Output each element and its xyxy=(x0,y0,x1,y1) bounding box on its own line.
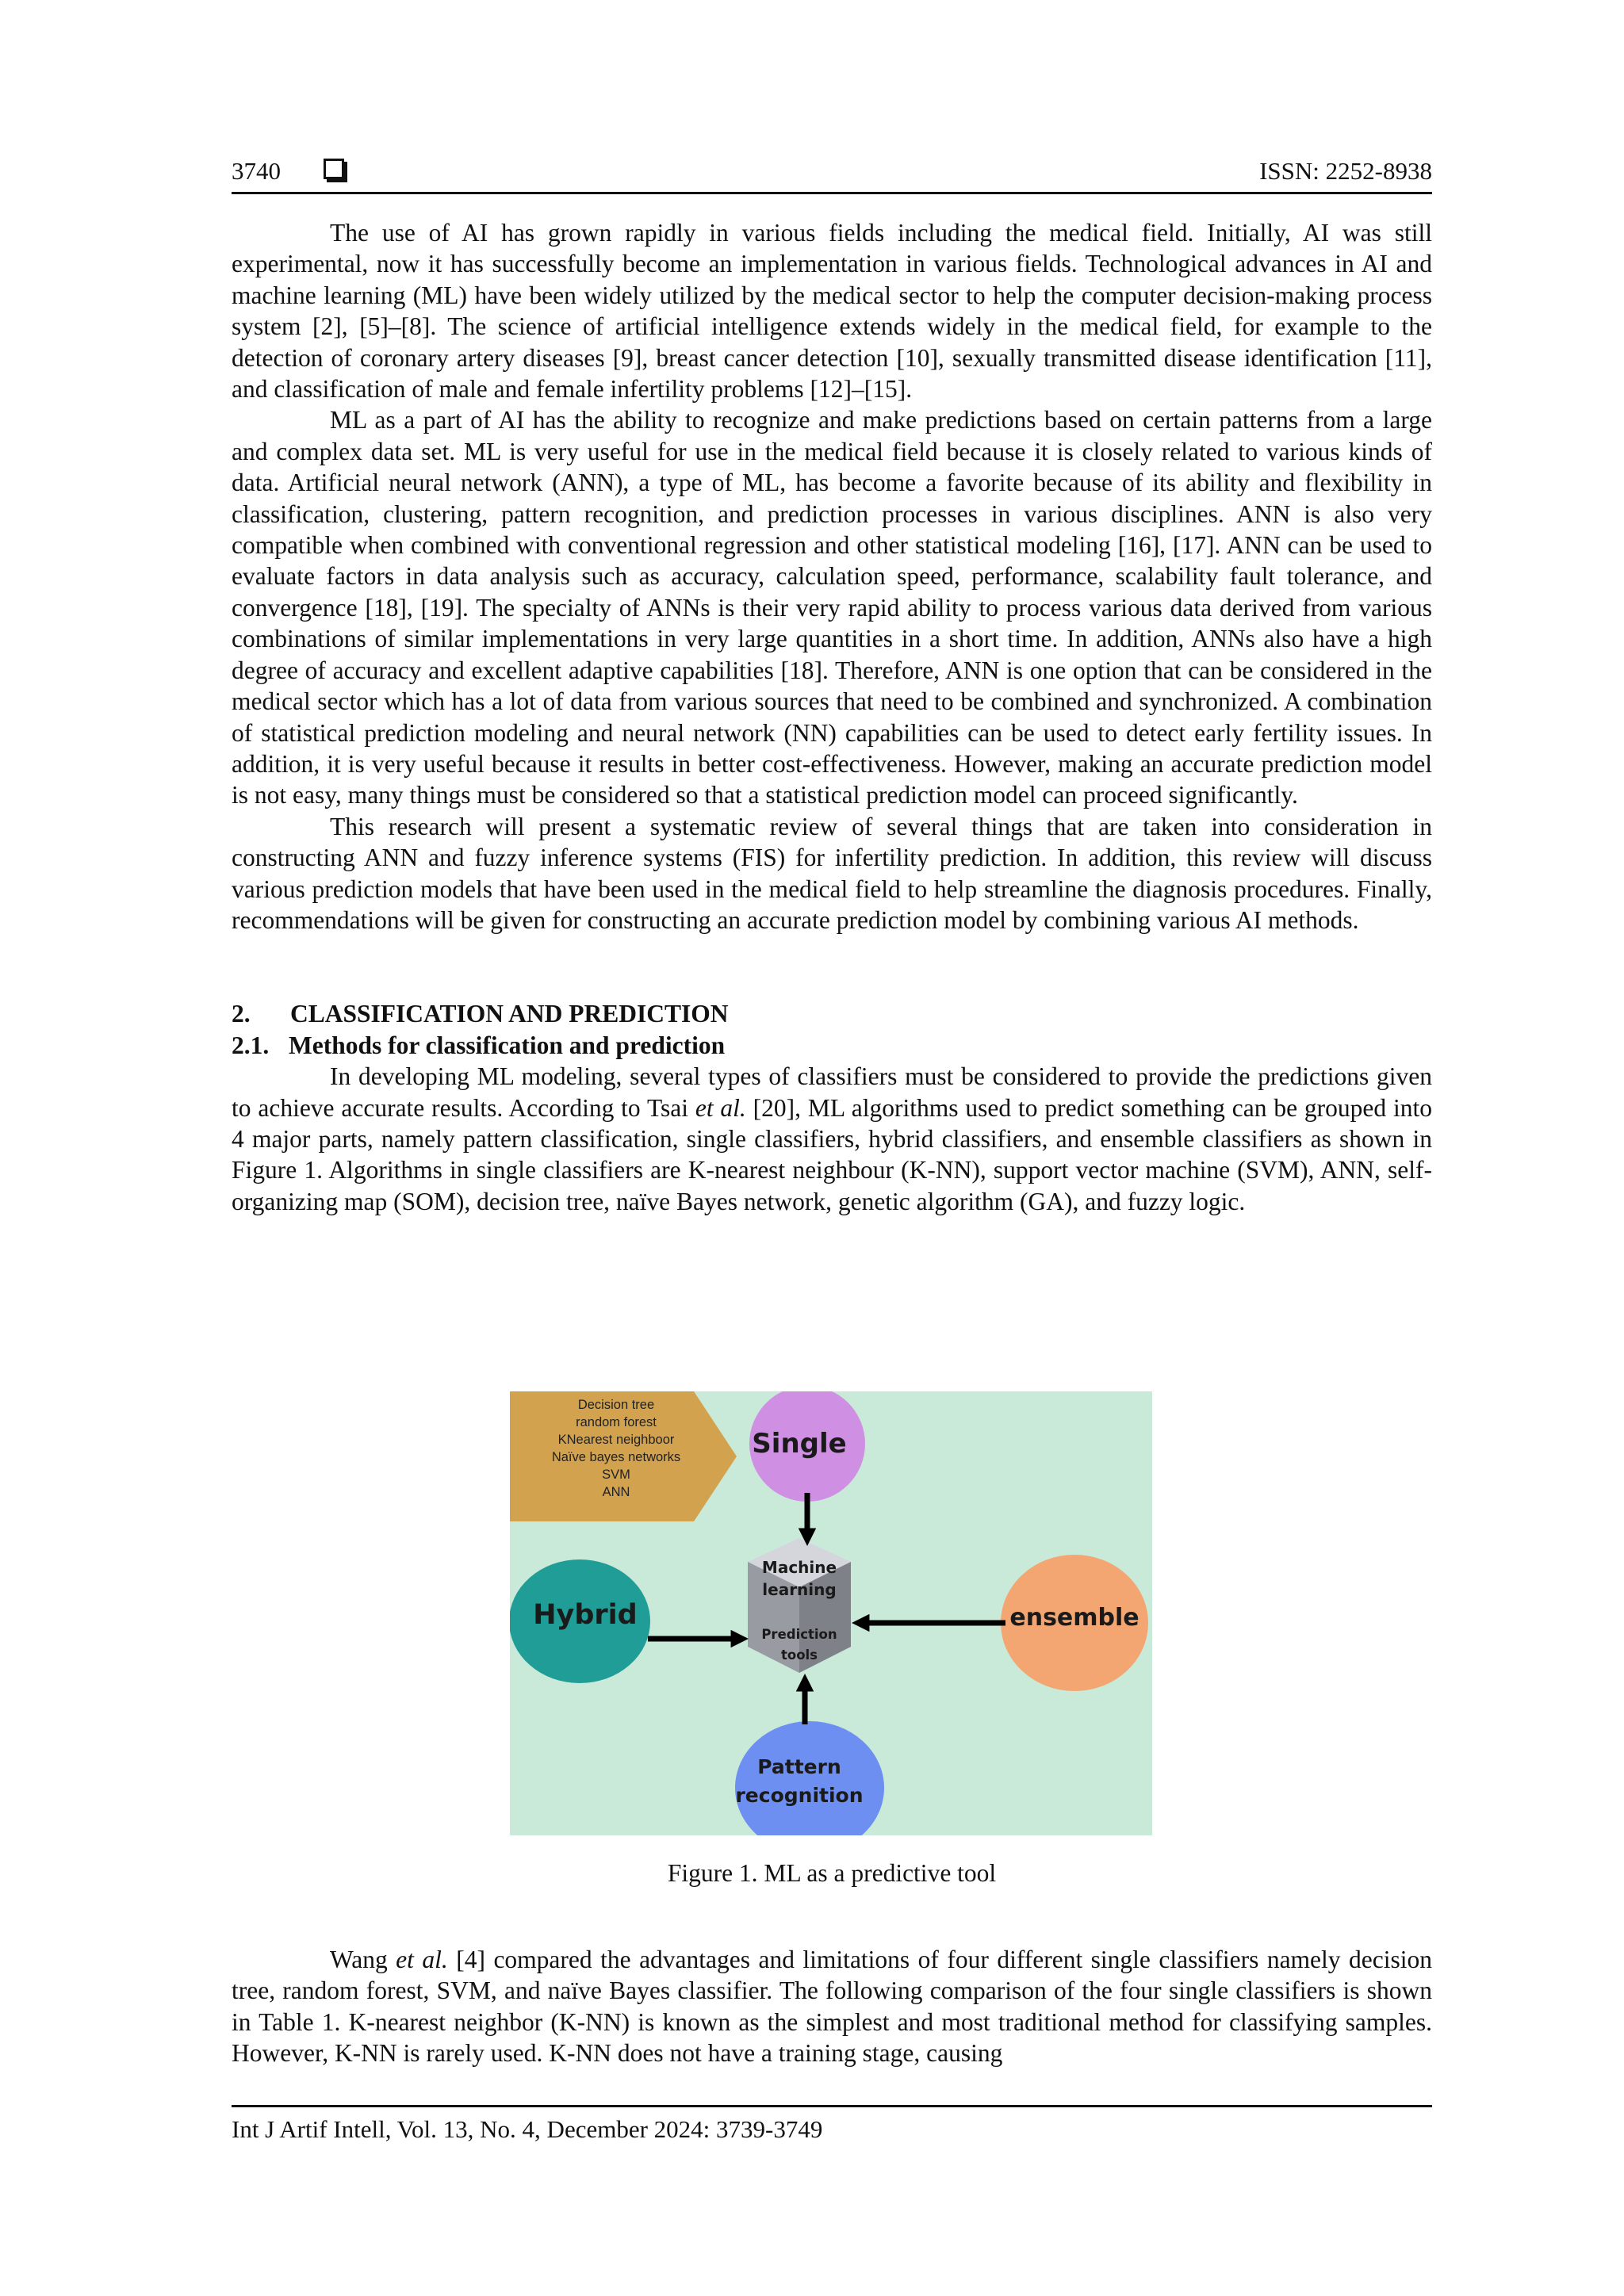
page-number: 3740 xyxy=(232,157,281,185)
checkbox-square-icon xyxy=(324,159,344,179)
page-footer: Int J Artif Intell, Vol. 13, No. 4, December 2024: 3739-3749 xyxy=(232,2105,1432,2144)
page-header xyxy=(232,155,1432,194)
section-number: 2. xyxy=(232,1000,251,1028)
subsection-heading xyxy=(232,1030,1432,1061)
figure-caption: Figure 1. ML as a predictive tool xyxy=(667,1859,997,1887)
algorithm-list-item: random forest xyxy=(576,1415,657,1429)
machine-learning-label: Machine learning xyxy=(761,1558,837,1599)
section-paragraph-1: In developing ML modeling, several types of classifiers must be considered to provide the predictions given to achieve accurate results. According to Tsai et al. [20], ML algorithms used to predict something can be grouped into 4 major parts, namely pattern classification, single classifiers, hybrid classifiers, and ensemble classifiers as shown in Figure 1. Algorithms in single classifiers are K-nearest neighbour (K-NN), support vector machine (SVM), ANN, self-organizing map (SOM), decision tree, naïve Bayes network, genetic algorithm (GA), and fuzzy logic. xyxy=(232,1062,1432,1215)
intro-paragraph-1: The use of AI has grown rapidly in various fields including the medical field. Initially, AI was still experimental, now it has successfully become an implementation in various fields. Technological advances in AI and machine learning (ML) have been widely utilized by the medical sector to help the computer decision-making process system [2], [5]–[8]. The science of artificial intelligence extends widely in the medical field, for example to the detection of coronary artery diseases [9], breast cancer detection [10], sexually transmitted disease identification [11], and classification of male and female infertility problems [12]–[15]. xyxy=(232,219,1432,404)
post-figure-paragraph: Wang et al. [4] compared the advantages and limitations of four different single classifiers namely decision tree, random forest, SVM, and naïve Bayes classifier. The following comparison of the four single classifiers is shown in Table 1. K-nearest neighbor (K-NN) is known as the simplest and most traditional method for classifying samples. However, K-NN is rarely used. K-NN does not have a training stage, causing xyxy=(232,1946,1432,2068)
post-figure-text xyxy=(232,1944,1432,2069)
algorithm-list-item: Naïve bayes networks xyxy=(551,1450,681,1464)
hybrid-label: Hybrid xyxy=(533,1599,638,1631)
intro-paragraph-2: ML as a part of AI has the ability to recognize and make predictions based on certain patterns from a large and complex data set. ML is very useful for use in the medical field because it is closely related to various kinds of data. Artificial neural network (ANN), a type of ML, has become a favorite because of its ability and flexibility in classification, clustering, pattern recognition, and prediction processes in various disciplines. ANN is also very compatible when combined with conventional regression and other statistical modeling [16], [17]. ANN can be used to evaluate factors in data analysis such as accuracy, calculation speed, performance, scalability fault tolerance, and convergence [18], [19]. The specialty of ANNs is their very rapid ability to process various data derived from various combinations of similar implementations in very large quantities in a short time. In addition, ANNs also have a high degree of accuracy and excellent adaptive capabilities [18]. Therefore, ANN is one option that can be considered in the medical sector which has a lot of data from various sources that need to be combined and synchronized. A combination of statistical prediction modeling and neural network (NN) capabilities can be used to detect early fertility issues. In addition, it is very useful because it results in better cost-effectiveness. However, making an accurate prediction model is not easy, many things must be considered so that a statistical prediction model can proceed significantly. xyxy=(232,406,1432,809)
ensemble-label: ensemble xyxy=(1009,1604,1139,1632)
main-text xyxy=(232,217,1432,1217)
pattern-recognition-label: Pattern recognition xyxy=(735,1755,864,1807)
section-heading xyxy=(232,998,1432,1029)
intro-paragraph-3: This research will present a systematic review of several things that are taken into consideration in constructing ANN and fuzzy inference systems (FIS) for infertility prediction. In addition, this review will discuss various prediction models that have been used in the medical field to help streamline the diagnosis procedures. Finally, recommendations will be given for constructing an accurate prediction model by combining various AI methods. xyxy=(232,812,1432,934)
algorithm-list-item: SVM xyxy=(602,1468,630,1482)
algorithm-list-item: KNearest neighboor xyxy=(557,1433,675,1447)
section-title: CLASSIFICATION AND PREDICTION xyxy=(290,1000,729,1028)
subsection-title: Methods for classification and prediction xyxy=(289,1031,726,1059)
issn: ISSN: 2252-8938 xyxy=(1259,157,1432,185)
single-label: Single xyxy=(752,1428,847,1460)
algorithm-list-item: Decision tree xyxy=(577,1398,655,1412)
algorithm-list xyxy=(510,1396,722,1501)
subsection-number: 2.1. xyxy=(232,1031,270,1059)
algorithm-list-item: ANN xyxy=(602,1485,630,1499)
prediction-tools-label: Prediction tools xyxy=(761,1627,837,1663)
figure-ml-predictive-tool xyxy=(510,1391,1152,1835)
